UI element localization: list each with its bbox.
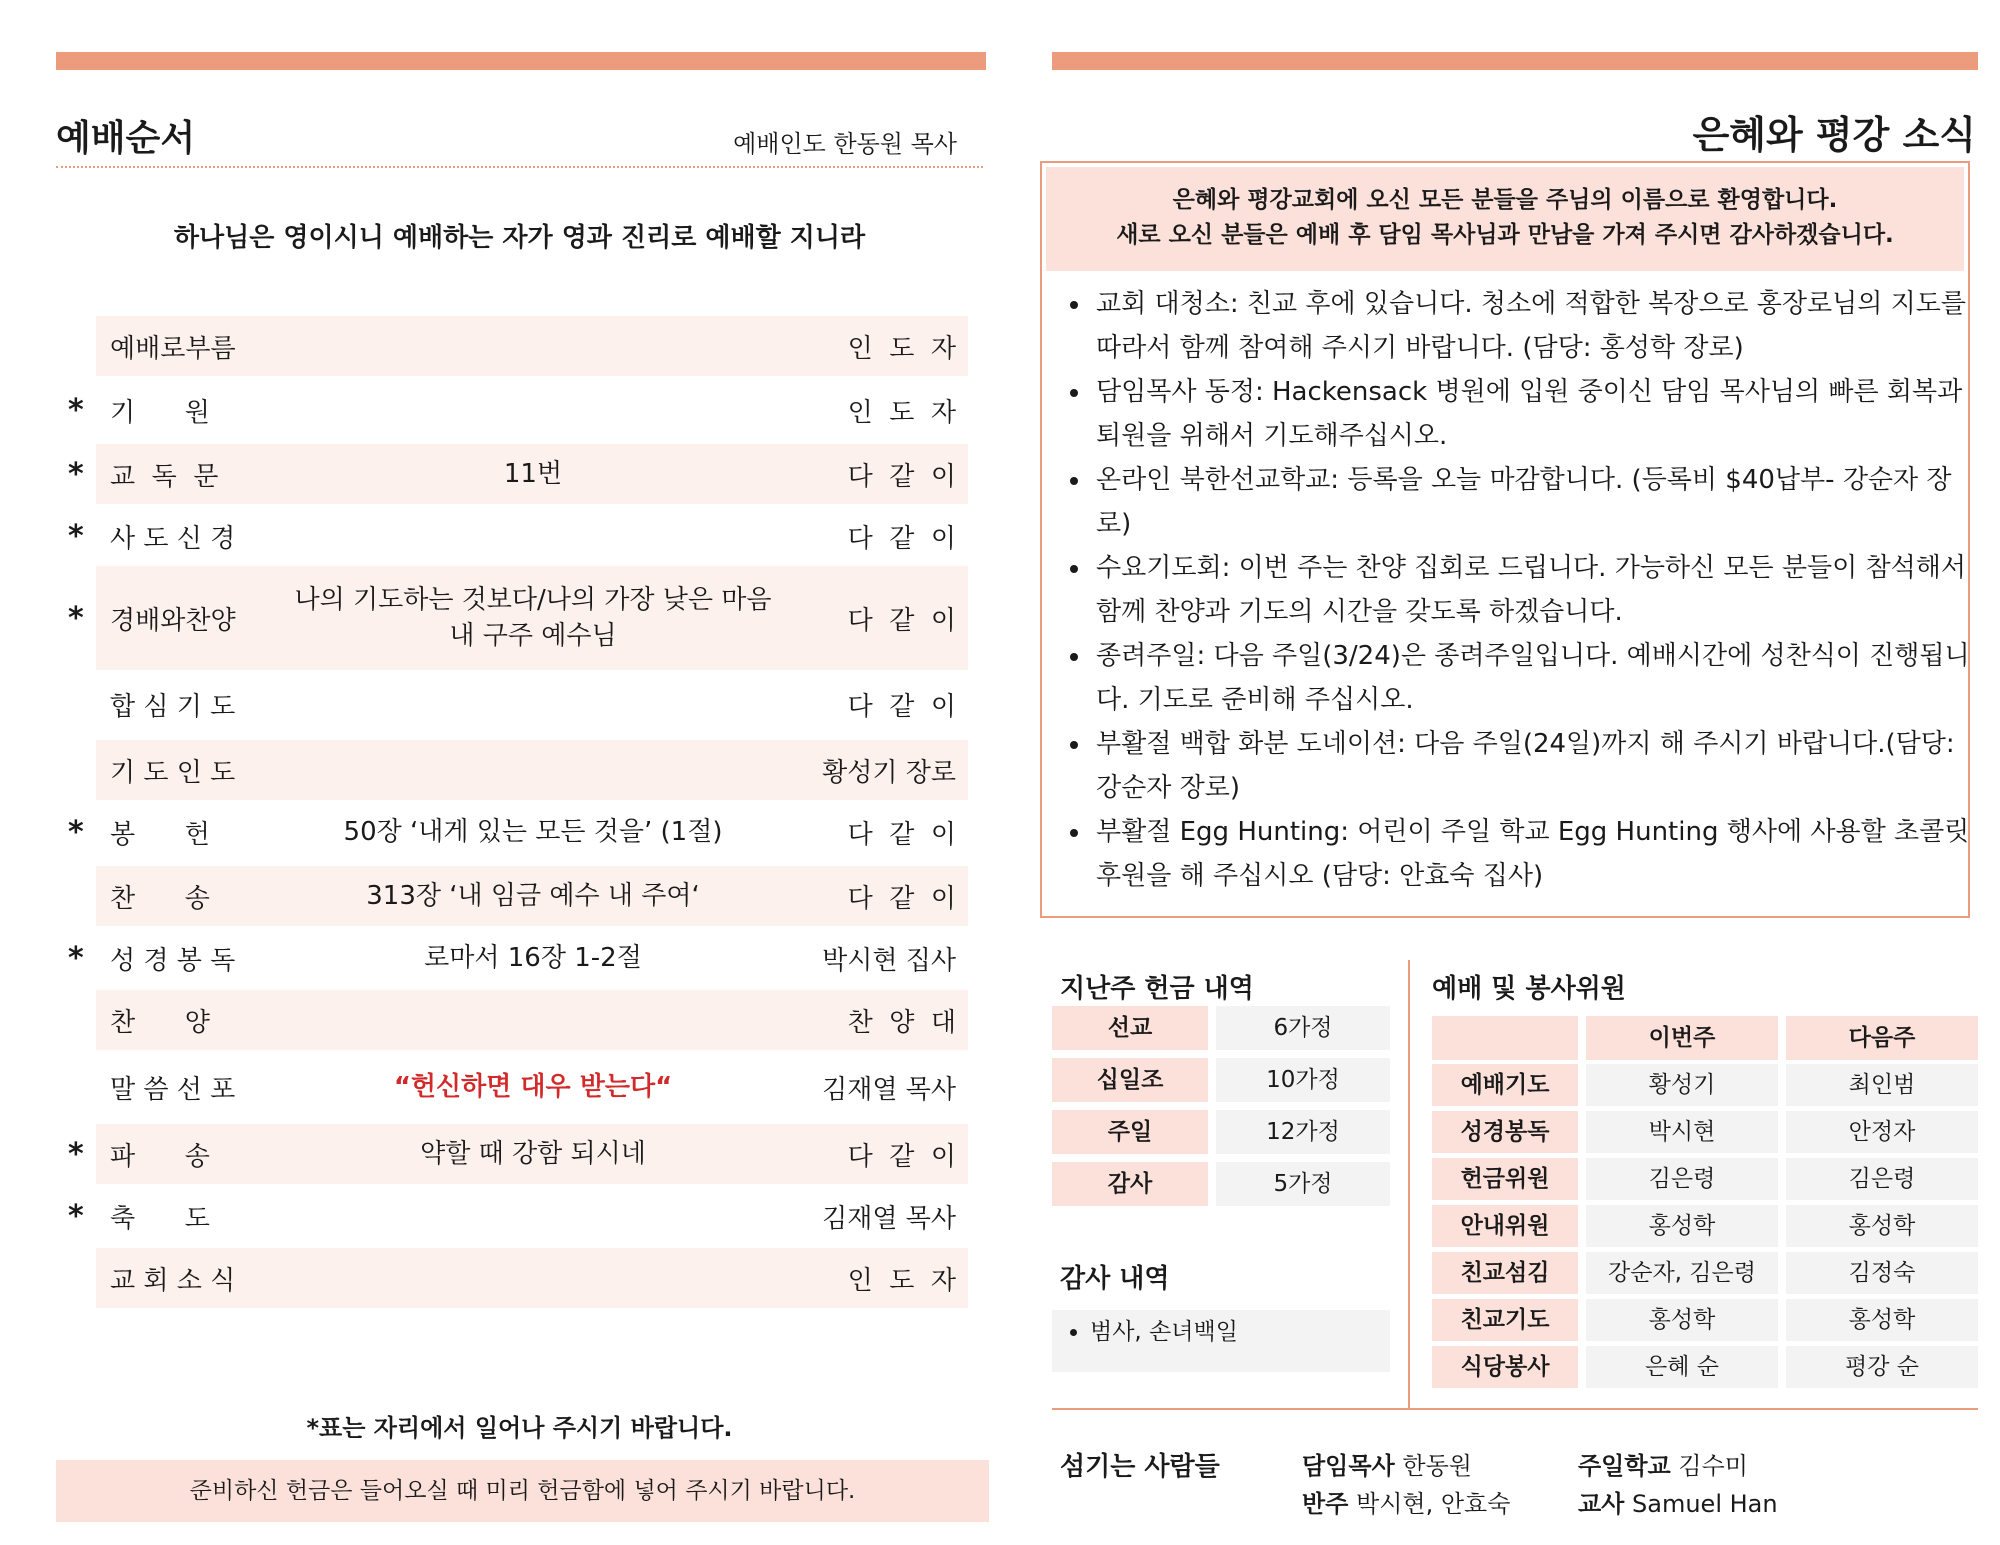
- staff-sunday-school: 주일학교 김수미: [1578, 1452, 1748, 1480]
- service-next-week: 김은령: [1786, 1158, 1978, 1200]
- standing-mark: *: [68, 456, 84, 492]
- news-item: • 부활절 백합 화분 도네이션: 다음 주일(24일)까지 해 주시기 바랍니다.(담당: 강순자 장로): [1092, 722, 1972, 810]
- worship-order-row: [68, 1124, 968, 1184]
- order-item: 경배와찬양: [110, 605, 236, 636]
- scripture-verse: 하나님은 영이시니 예배하는 자가 영과 진리로 예배할 지니라: [173, 223, 866, 253]
- news-item: • 수요기도회: 이번 주는 찬양 집회로 드립니다. 가능하신 모든 분들이 참석해서 함께 찬양과 기도의 시간을 갖도록 하겠습니다.: [1092, 546, 1972, 634]
- dotted-divider: [56, 166, 983, 168]
- thanks-title: 감사 내역: [1060, 1264, 1170, 1294]
- staff-title: 섬기는 사람들: [1060, 1452, 1220, 1482]
- standing-mark: *: [68, 1198, 84, 1234]
- offering-label: 감사: [1052, 1162, 1208, 1206]
- service-next-week: 홍성학: [1786, 1299, 1978, 1341]
- offering-value: 12가정: [1216, 1110, 1390, 1154]
- news-item: • 담임목사 동정: Hackensack 병원에 입원 중이신 담임 목사님의 빠른 회복과 퇴원을 위해서 기도해주십시오.: [1092, 370, 1972, 458]
- worship-order-row: [68, 802, 968, 862]
- order-item: 축 도: [110, 1203, 210, 1234]
- order-item: 기 도 인 도: [110, 757, 236, 788]
- service-header: 이번주: [1586, 1016, 1778, 1060]
- welcome-line: 은혜와 평강교회에 오신 모든 분들을 주님의 이름으로 환영합니다.: [1172, 187, 1838, 213]
- order-item: 찬 양: [110, 1007, 210, 1038]
- offering-label: 주일: [1052, 1110, 1208, 1154]
- service-this-week: 김은령: [1586, 1158, 1778, 1200]
- worship-order-row: [96, 866, 968, 926]
- order-item: 성 경 봉 독: [110, 945, 236, 976]
- service-role: 친교섬김: [1432, 1252, 1578, 1294]
- order-content: 50장 ‘내게 있는 모든 것을’ (1절): [343, 817, 723, 847]
- worship-order-row: [68, 1186, 968, 1246]
- offering-value: 5가정: [1216, 1162, 1390, 1206]
- service-next-week: 안정자: [1786, 1111, 1978, 1153]
- service-role: 안내위원: [1432, 1205, 1578, 1247]
- offering-label: 십일조: [1052, 1058, 1208, 1102]
- order-item: 봉 헌: [110, 819, 210, 850]
- service-this-week: 은혜 순: [1586, 1346, 1778, 1388]
- order-leader: 다 같 이: [847, 883, 956, 914]
- right-top-bar: [1052, 52, 1978, 70]
- thanks-list: [1060, 1310, 1238, 1354]
- news-item: • 교회 대청소: 친교 후에 있습니다. 청소에 적합한 복장으로 홍장로님의 지도를 따라서 함께 참여해 주시기 바랍니다. (담당: 홍성학 장로): [1092, 282, 1972, 370]
- order-item: 기 원: [110, 397, 210, 428]
- staff-pastor: 담임목사 한동원: [1302, 1452, 1472, 1480]
- worship-order-row: [96, 1054, 968, 1120]
- service-next-week: 평강 순: [1786, 1346, 1978, 1388]
- welcome-message: [1046, 167, 1964, 271]
- standing-mark: *: [68, 518, 84, 554]
- service-role: 성경봉독: [1432, 1111, 1578, 1153]
- order-item: 말 씀 선 포: [110, 1074, 236, 1105]
- order-leader: 다 같 이: [847, 691, 956, 722]
- order-item: 파 송: [110, 1141, 210, 1172]
- order-leader: 다 같 이: [847, 523, 956, 554]
- offering-value: 6가정: [1216, 1006, 1390, 1050]
- offering-value: 10가정: [1216, 1058, 1390, 1102]
- service-role: 헌금위원: [1432, 1158, 1578, 1200]
- offering-label: 선교: [1052, 1006, 1208, 1050]
- order-content: 11번: [503, 459, 563, 489]
- order-leader: 김재열 목사: [822, 1203, 956, 1234]
- order-leader: 찬 양 대: [847, 1007, 956, 1038]
- service-this-week: 강순자, 김은령: [1586, 1252, 1778, 1294]
- service-role: 예배기도: [1432, 1064, 1578, 1106]
- standing-mark: *: [68, 392, 84, 428]
- worship-order-row: [96, 674, 968, 734]
- service-this-week: 홍성학: [1586, 1299, 1778, 1341]
- order-leader: 김재열 목사: [822, 1074, 956, 1105]
- news-item: • 종려주일: 다음 주일(3/24)은 종려주일입니다. 예배시간에 성찬식이 진행됩니다. 기도로 준비해 주십시오.: [1092, 634, 1972, 722]
- order-leader: 다 같 이: [847, 819, 956, 850]
- staff-teacher: 교사 Samuel Han: [1578, 1490, 1778, 1518]
- worship-leader: 예배인도 한동원 목사: [733, 130, 957, 158]
- staff-accompanist: 반주 박시현, 안효숙: [1302, 1490, 1511, 1518]
- worship-order-row: [96, 740, 968, 800]
- order-item: 예배로부름: [110, 333, 236, 364]
- service-role: 친교기도: [1432, 1299, 1578, 1341]
- service-next-week: 김정숙: [1786, 1252, 1978, 1294]
- worship-order-row: [96, 1248, 968, 1308]
- standing-mark: *: [68, 1136, 84, 1172]
- offering-summary-title: 지난주 헌금 내역: [1060, 974, 1254, 1004]
- order-leader: 다 같 이: [847, 1141, 956, 1172]
- order-content: 로마서 16장 1-2절: [424, 943, 642, 973]
- service-this-week: 홍성학: [1586, 1205, 1778, 1247]
- order-leader: 다 같 이: [847, 461, 956, 492]
- order-item: 합 심 기 도: [110, 691, 236, 722]
- service-this-week: 황성기: [1586, 1064, 1778, 1106]
- order-content: 나의 기도하는 것보다/나의 가장 낮은 마음 내 구주 예수님: [294, 585, 772, 651]
- news-list: [1058, 282, 1972, 898]
- horizontal-divider: [1052, 1408, 1978, 1410]
- standing-mark: *: [68, 814, 84, 850]
- order-item: 교 독 문: [110, 461, 219, 492]
- offering-note: 준비하신 헌금은 들어오실 때 미리 헌금함에 넣어 주시기 바랍니다.: [56, 1460, 989, 1522]
- worship-order-row: [96, 316, 968, 376]
- order-leader: 황성기 장로: [822, 757, 956, 788]
- worship-order-row: [68, 566, 968, 670]
- news-title: 은혜와 평강 소식: [1692, 113, 1976, 157]
- welcome-line: 새로 오신 분들은 예배 후 담임 목사님과 만남을 가져 주시면 감사하겠습니다.: [1116, 222, 1894, 248]
- standing-mark: *: [68, 940, 84, 976]
- worship-order-row: [68, 506, 968, 566]
- left-top-bar: [56, 52, 986, 70]
- service-header: 다음주: [1786, 1016, 1978, 1060]
- order-leader: 인 도 자: [847, 333, 956, 364]
- service-role: 식당봉사: [1432, 1346, 1578, 1388]
- service-this-week: 박시현: [1586, 1111, 1778, 1153]
- service-next-week: 최인범: [1786, 1064, 1978, 1106]
- order-leader: 다 같 이: [847, 605, 956, 636]
- order-item: 사 도 신 경: [110, 523, 236, 554]
- thanks-item: • 범사, 손녀백일: [1090, 1310, 1238, 1354]
- stand-note: *표는 자리에서 일어나 주시기 바랍니다.: [306, 1414, 733, 1442]
- service-header: [1432, 1016, 1578, 1060]
- worship-order-row: [68, 928, 968, 988]
- news-item: • 부활절 Egg Hunting: 어린이 주일 학교 Egg Hunting 행사에 사용할 초콜릿 후원을 해 주십시오 (담당: 안효숙 집사): [1092, 810, 1972, 898]
- order-item: 교 회 소 식: [110, 1265, 236, 1296]
- vertical-divider: [1408, 960, 1410, 1410]
- news-item: • 온라인 북한선교학교: 등록을 오늘 마감합니다. (등록비 $40납부- 강순자 장로): [1092, 458, 1972, 546]
- worship-order-row: [96, 990, 968, 1050]
- worship-order-row: [68, 380, 968, 440]
- order-leader: 인 도 자: [847, 1265, 956, 1296]
- service-next-week: 홍성학: [1786, 1205, 1978, 1247]
- order-item: 찬 송: [110, 883, 210, 914]
- order-leader: 박시현 집사: [822, 945, 956, 976]
- standing-mark: *: [68, 600, 84, 636]
- order-of-worship-title: 예배순서: [56, 118, 196, 159]
- order-content: 약할 때 강함 되시네: [420, 1139, 646, 1169]
- order-content: “헌신하면 대우 받는다“: [393, 1072, 673, 1102]
- order-content: 313장 ‘내 임금 예수 내 주여‘: [366, 881, 700, 911]
- order-leader: 인 도 자: [847, 397, 956, 428]
- worship-order-row: [68, 444, 968, 504]
- service-committee-title: 예배 및 봉사위원: [1432, 974, 1626, 1004]
